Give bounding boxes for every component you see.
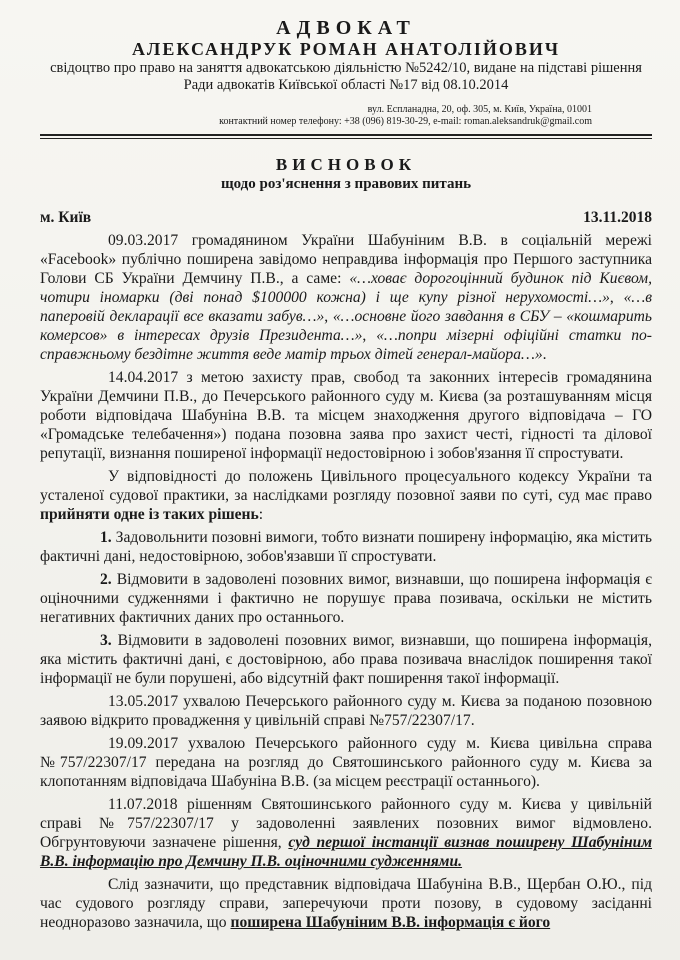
quote-4: «…попри мізерні офіційні статки по-справжньому бездітне життя веде матір трьох дітей генерал-майора…» — [40, 327, 653, 363]
quote-2: «…в паперовій декларації все вказати забув…» — [40, 289, 653, 325]
document-date: 13.11.2018 — [583, 209, 652, 226]
letterhead-title: АДВОКАТ — [276, 17, 416, 39]
contacts-line: контактний номер телефону: +38 (096) 819-30-29, e-mail: roman.aleksandruk@gmail.com — [219, 116, 592, 127]
paragraph-1: 09.03.2017 громадянином України Шабуніним В.В. в соціальній мережі «Facebook» публічно поширена завідомо неправдива інформація про Першого заступника Голови СБ України Демчину П.В., а саме: «…ховає дорогоцінний будинок під Києвом, чотири іномарки (дві понад $100000 кожна) і ще купу різної нерухомості…», «…в паперовій декларації все вказати забув…», «…основне його завдання в СБУ – «кошмарить комерсов» в інтересах друзів Президента…», «…попри мізерні офіційні статки по-справжньому бездітне життя веде матір трьох дітей генерал-майора…». — [40, 232, 653, 363]
court-conclusion: суд першої інстанції визнав поширену Шабуніним В.В. інформацію про Демчину П.В. оціночними судженнями. — [40, 834, 653, 870]
letterhead-divider — [40, 134, 652, 139]
contact-block — [40, 104, 592, 128]
letterhead-name: АЛЕКСАНДРУК РОМАН АНАТОЛІЙОВИЧ — [131, 39, 561, 59]
paragraph-6: 11.07.2018 рішенням Святошинського районного суду м. Києва у цивільній справі №757/22307/17 у задоволенні заявлених позовних вимог відмовлено. Обгрунтовуючи зазначене рішення, суд першої інстанції визнав поширену Шабуніним В.В. інформацію про Демчину П.В. оціночними судженнями. — [40, 796, 653, 870]
option-3: 3. Відмовити в задоволені позовних вимог, визнавши, що поширена інформація, яка містить фактичні дані, є достовірною, або права позивача внаслідок поширення такої інформації не були порушені, або відсутній факт поширення такої інформації. — [40, 632, 652, 687]
address-line: вул. Еспланадна, 20, оф. 305, м. Київ, Україна, 01001 — [367, 104, 592, 115]
document-body — [40, 231, 652, 932]
paragraph-2: 14.04.2017 з метою захисту прав, свобод та законних інтересів громадянина України Демчини П.В., до Печерського районного суду м. Києва (за розташуванням місця роботи відповідача Шабуніна В.В. та місцем знаходження другого відповідача – ГО «Громадське телебачення») подана позовна заява про захист честі, гідності та ділової репутації, визнання поширеної інформації недостовірною і зобов'язання її спростувати. — [40, 369, 652, 462]
paragraph-5: 19.09.2017 ухвалою Печерського районного суду м. Києва цивільна справа №757/22307/17 передана на розгляд до Святошинського районного суду м. Києва за клопотанням відповідача Шабуніна В.В. (за місцем реєстрації останнього). — [40, 735, 652, 790]
certificate-line-1: свідоцтво про право на заняття адвокатською діяльністю №5242/10, видане на підставі рішення — [50, 60, 642, 76]
quote-3: «…основне його завдання в СБУ – «кошмарить комерсов» в інтересах друзів Президента…» — [40, 308, 653, 344]
defendant-statement: поширена Шабуніним В.В. інформація є його — [230, 914, 551, 931]
option-2: 2. Відмовити в задоволені позовних вимог, визнавши, що поширена інформація є оціночними судженнями і фактично не порушує права позивача, оскільки не містить негативних фактичних даних про останнього. — [40, 571, 652, 626]
document-place: м. Київ — [40, 209, 92, 226]
letterhead — [40, 18, 652, 139]
paragraph-3: У відповідності до положень Цивільного процесуального кодексу України та усталеної судової практики, за наслідками розгляду позовної заяви по суті, суд має право прийняти одне із таких рішень: — [40, 468, 652, 523]
document-subtitle: щодо роз'яснення з правових питань — [220, 176, 472, 192]
certificate-line-2: Ради адвокатів Київської області №17 від 08.10.2014 — [183, 77, 509, 93]
place-date-row — [40, 208, 652, 227]
option-1: 1. Задовольнити позовні вимоги, тобто визнати поширену інформацію, яка містить фактичні дані, недостовірною, зобов'язавши її спростувати. — [40, 529, 652, 565]
decision-options-lead: прийняти одне із таких рішень — [40, 506, 259, 523]
paragraph-7: Слід зазначити, що представник відповідача Шабуніна В.В., Щербан О.Ю., під час судового розгляду справи, заперечуючи проти позову, в судовому засіданні неодноразово зазначила, що поширена Шабуніним В.В. інформація є його — [40, 876, 652, 931]
document-title: ВИСНОВОК — [275, 155, 417, 174]
quote-1: «…ховає дорогоцінний будинок під Києвом, чотири іномарки (дві понад $100000 кожна) і ще купу різної нерухомості…» — [40, 270, 652, 306]
paragraph-4: 13.05.2017 ухвалою Печерського районного суду м. Києва за поданою позовною заявою відкрито провадження у цивільній справі №757/22307/17. — [40, 693, 652, 729]
